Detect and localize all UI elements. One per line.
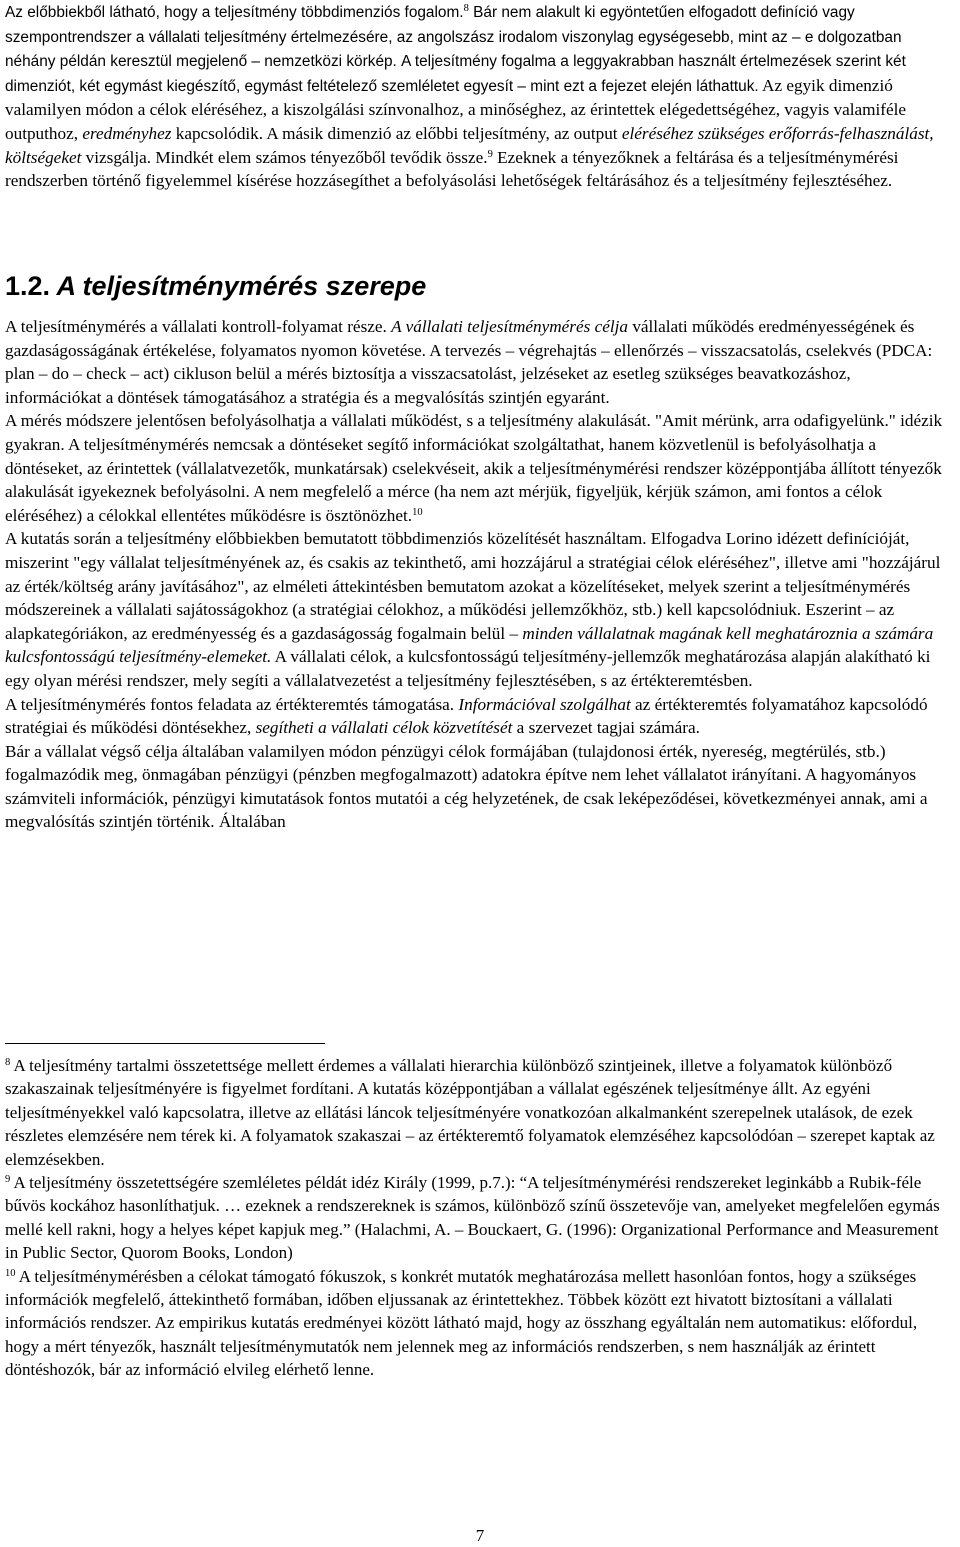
- para4-italic-1: minden vállalatnak magának kell meghatároznia a számára kulcsfontosságú teljesítmény-elemeket.: [5, 623, 934, 667]
- section-heading: [5, 270, 426, 302]
- footnote-number: 8: [5, 1057, 11, 1068]
- para5-text-3: a szervezet tagjai számára.: [512, 718, 700, 738]
- para4-text-1: A kutatás során a teljesítmény előbbiekben bemutatott többdimenziós közelítését használtam. Elfogadva Lorino idézett definícióját, miszerint "egy vállalat teljesítményének az, és csakis az tekinthető, ami hozzájárul a stratégiai célok eléréséhez", illetve ami "hozzájárul az érték/költség arány javításához", az elméleti áttekintésben bemutatom azokat a közelítéseket, melyek szerint a teljesítménymérés módszereinek a vállalati sajátosságokhoz (a stratégiai célokhoz, a működési jellemzőkhöz, stb.) kell kapcsolódniuk. Eszerint – az alapkategóriákon, az eredményesség és a gazdaságosság fogalmain belül –: [5, 529, 941, 643]
- para6-text-1: Bár a vállalat végső célja általában valamilyen módon pénzügyi célok formájában (tulajdonosi érték, nyereség, megtérülés, stb.) fogalmazódik meg, önmagában pénzügyi (pénzben megfogalmazott) adatokra építve nem lehet vállalatot irányítani. A hagyományos számviteli információk, pénzügyi kimutatások fontos mutatói a cég helyzetének, de csak leképeződései, következményei annak, ami a megvalósítás szintjén történik. Általában: [5, 741, 928, 832]
- section-body: [5, 315, 950, 834]
- footnote-ref-9[interactable]: 9: [487, 148, 493, 160]
- footnote-ref-8[interactable]: 8: [463, 3, 469, 14]
- footnote-divider: [5, 1043, 325, 1044]
- paragraph-value-creation: [5, 693, 950, 740]
- paragraph-financial-goals: [5, 740, 950, 834]
- para3-text-1: A mérés módszere jelentősen befolyásolhatja a vállalati működést, s a teljesítmény alakulását. "Amit mérünk, arra odafigyelünk." idézik gyakran. A teljesítménymérés nemcsak a döntéseket segítő információkat szolgáltathat, hanem közvetlenül is befolyásolhatja a döntéseket, az érintettek (vállalatvezetők, munkatársak) cselekvéseit, akik a teljesítménymérési rendszer középpontjába állított tényezők alakulását igyekeznek befolyásolni. A nem megfelelő a mérce (ha nem azt mérjük, figyeljük, kérjük számon, ami fontos a célok eléréséhez) a célokkal ellentétes működésre is ösztönözhet.: [5, 411, 943, 525]
- footnote-number: 10: [5, 1267, 16, 1279]
- page-number: 7: [475, 1526, 485, 1545]
- footnote-text: A teljesítménymérésben a célokat támogató fókuszok, s konkrét mutatók meghatározása mellett hasonlóan fontos, hogy a szükséges információk megfelelő, áttekinthető formában, időben eljussanak az érintettekhez. Többek között ezt hivatott biztosítani a vállalati információs rendszer. Az empirikus kutatás eredményei között látható majd, hogy az összhang egyáltalán nem automatikus: előfordul, hogy a mért tényezők, használt teljesítménymutatók nem jelennek meg az információs rendszerben, s nem használják az érintett döntéshozók, bár az információ elvileg elérhető lenne.: [5, 1266, 918, 1380]
- para1-sans-start: Az előbbiekből látható, hogy a teljesítmény többdimenziós fogalom.: [5, 4, 464, 21]
- para5-text-2: az értékteremtés folyamatához kapcsolódó stratégiai és működési döntésekhez,: [5, 694, 928, 738]
- footnote-number: 9: [5, 1174, 11, 1186]
- para1-serif-1: Az egyik dimenzió valamilyen módon a célok eléréséhez, a kiszolgálási színvonalhoz, a minőséghez, az érintettek elégedettségéhez, vagyis valamiféle outputhoz,: [5, 75, 907, 143]
- paragraph-multidimensional-performance: [5, 0, 950, 193]
- footnote-9: [5, 1171, 950, 1265]
- para2-italic-1: A vállalati teljesítménymérés célja: [391, 317, 629, 336]
- para1-sans-mid: Bár nem alakult ki egyöntetűen elfogadott definíció vagy szempontrendszer a vállalati teljesítmény értelmezésére, az angolszász irodalom viszonylag egységesebb, mint az – e dolgozatban néhány példán keresztül megjelenő – nemzetközi körkép.: [5, 4, 902, 71]
- para4-text-2: A vállalati célok, a kulcsfontosságú teljesítmény-jellemzők meghatározása alapján alakítható ki egy olyan mérési rendszer, mely segíti a vállalatvezetést a teljesítmény fejlesztésében, s az értékteremtésben.: [5, 647, 931, 690]
- footnotes: [5, 1054, 950, 1382]
- para2-text-1: A teljesítménymérés a vállalati kontroll-folyamat része.: [5, 317, 392, 336]
- paragraph-measurement-method: [5, 409, 950, 527]
- section-number: 1.2.: [5, 271, 51, 301]
- para1-italic-1: eredményhez: [82, 123, 172, 143]
- footnote-text: A teljesítmény tartalmi összetettsége mellett érdemes a vállalati hierarchia különböző szintjeinek, illetve a folyamatok különböző szakaszainak teljesítményére is figyelmet fordítani. A kutatás középpontjában a vállalat egészének teljesítménye állt. Az egyéni teljesítményekkel való kapcsolatra, illetve az ellátási láncok teljesítményére vonatkozóan alkalmanként szerepelnek utalások, de ezek részletes elemzésére nem térek ki. A folyamatok szakaszai – az értékteremtő folyamatok elemzéséhez kapcsolódóan – szerepet kaptak az elemzésekben.: [5, 1056, 935, 1169]
- footnote-text: A teljesítmény összetettségére szemléletes példát idéz Király (1999, p.7.): “A teljesítménymérési rendszereket leginkább a Rubik-féle bűvös kockához hasonlíthatjuk. … ezeknek a rendszereknek is számos, különböző színű összetevője van, amelyeket megfelelően egymás mellé kell rakni, hogy a helyes képet kapjuk meg.” (Halachmi, A. – Bouckaert, G. (1996): Organizational Performance and Measurement in Public Sector, Quorom Books, London): [5, 1173, 940, 1263]
- footnote-8: [5, 1054, 950, 1171]
- paragraph-role-of-measurement: [5, 315, 950, 409]
- para1-serif-2: kapcsolódik. A másik dimenzió az előbbi teljesítmény, az output: [171, 123, 622, 143]
- para1-italic-2: eléréséhez szükséges erőforrás-felhasználást, költségeket: [5, 123, 934, 167]
- para1-serif-3: vizsgálja. Mindkét elem számos tényezőből tevődik össze.: [81, 147, 488, 167]
- para2-text-2: vállalati működés eredményességének és gazdaságosságának értékelése, folyamatos nyomon követése. A tervezés – végrehajtás – ellenőrzés – visszacsatolás, cselekvés (PDCA: plan – do – check – act) cikluson belül a mérés biztosítja a visszacsatolást, jelzéseket az esetleg szükséges beavatkozáshoz, információkat a döntések támogatásához a stratégia és a megvalósítás szintjén egyaránt.: [5, 317, 933, 407]
- para1-serif-4: Ezeknek a tényezőknek a feltárása és a teljesítménymérési rendszerben történő figyelemmel kísérése hozzásegíthet a befolyásolási lehetőségek feltárásához és a teljesítmény fejlesztéséhez.: [5, 147, 899, 191]
- para5-text-1: A teljesítménymérés fontos feladata az értékteremtés támogatása.: [5, 694, 459, 714]
- section-title: A teljesítménymérés szerepe: [56, 271, 427, 301]
- para5-italic-2: segítheti a vállalati célok közvetítését: [255, 718, 513, 738]
- para1-sans-end: A teljesítmény fogalma a leggyakrabban használt értelmezések szerint két dimenziót, két egymást kiegészítő, egymást feltételező szemléletet egyesít – mint ezt a fejezet elején láthattuk.: [5, 53, 906, 95]
- para5-italic-1: Információval szolgálhat: [458, 694, 631, 714]
- footnote-ref-10[interactable]: 10: [412, 506, 423, 518]
- paragraph-research-approach: [5, 527, 950, 692]
- footnote-10: [5, 1265, 950, 1382]
